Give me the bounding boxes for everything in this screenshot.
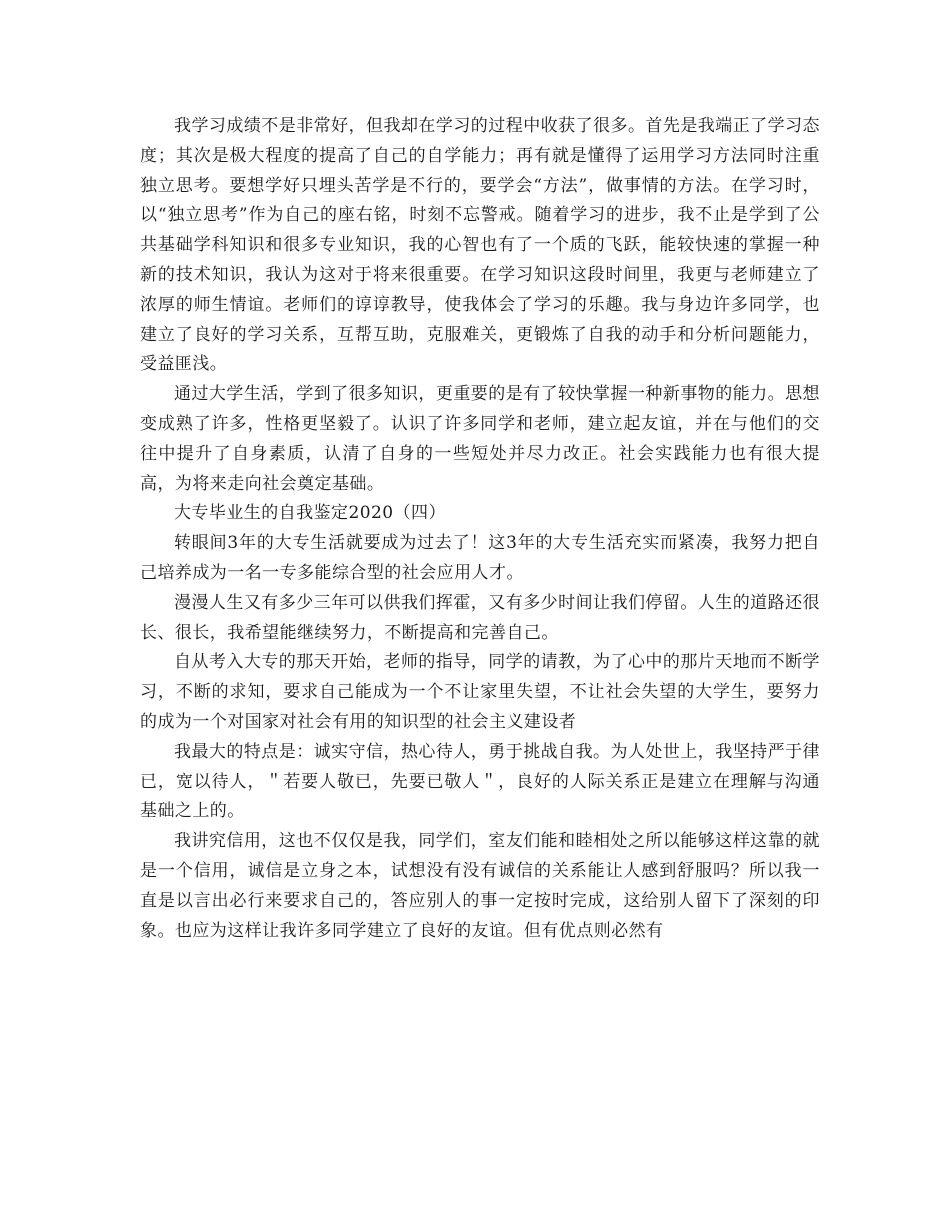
paragraph-three-years: 转眼间3年的大专生活就要成为过去了！这3年的大专生活充实而紧凑，我努力把自己培养成为一名一专多能综合型的社会应用人才。 xyxy=(140,533,820,583)
document-page xyxy=(140,112,820,946)
paragraph-life-road: 漫漫人生又有多少三年可以供我们挥霍，又有多少时间让我们停留。人生的道路还很长、很长，我希望能继续努力，不断提高和完善自己。 xyxy=(140,592,820,643)
paragraph-college-life: 通过大学生活，学到了很多知识，更重要的是有了较快掌握一种新事物的能力。思想变成熟了许多，性格更坚毅了。认识了许多同学和老师，建立起友谊，并在与他们的交往中提升了自身素质，认清了自身的一些短处并尽力改正。社会实践能力也有很大提高，为将来走向社会奠定基础。 xyxy=(140,384,820,494)
paragraph-credibility: 我讲究信用，这也不仅仅是我，同学们，室友们能和睦相处之所以能够这样这靠的就是一个信用，诚信是立身之本，试想没有没有诚信的关系能让人感到舒服吗？所以我一直是以言出必行来要求自己的，答应别人的事一定按时完成，这给别人留下了深刻的印象。也应为这样让我许多同学建立了良好的友谊。但有优点则必然有 xyxy=(140,831,820,941)
section-heading: 大专毕业生的自我鉴定2020（四） xyxy=(174,503,446,524)
paragraph-study: 我学习成绩不是非常好，但我却在学习的过程中收获了很多。首先是我端正了学习态度；其次是极大程度的提高了自己的自学能力；再有就是懂得了运用学习方法同时注重独立思考。要想学好只埋头苦学是不行的，要学会“方法”，做事情的方法。在学习时，以“独立思考”作为自己的座右铭，时刻不忘警戒。随着学习的进步，我不止是学到了公共基础学科知识和很多专业知识，我的心智也有了一个质的飞跃，能较快速的掌握一种新的技术知识，我认为这对于将来很重要。在学习知识这段时间里，我更与老师建立了浓厚的师生情谊。老师们的谆谆教导，使我体会了学习的乐趣。我与身边许多同学，也建立了良好的学习关系，互帮互助，克服难关，更锻炼了自我的动手和分析问题能力，受益匪浅。 xyxy=(140,116,820,375)
paragraph-traits: 我最大的特点是：诚实守信，热心待人，勇于挑战自我。为人处世上，我坚持严于律已，宽以待人，＂若要人敬已，先要已敬人＂，良好的人际关系正是建立在理解与沟通基础之上的。 xyxy=(140,741,820,822)
paragraph-since-enrollment: 自从考入大专的那天开始，老师的指导，同学的请教，为了心中的那片天地而不断学习，不断的求知，要求自己能成为一个不让家里失望，不让社会失望的大学生，要努力的成为一个对国家对社会有用的知识型的社会主义建设者 xyxy=(140,652,820,732)
